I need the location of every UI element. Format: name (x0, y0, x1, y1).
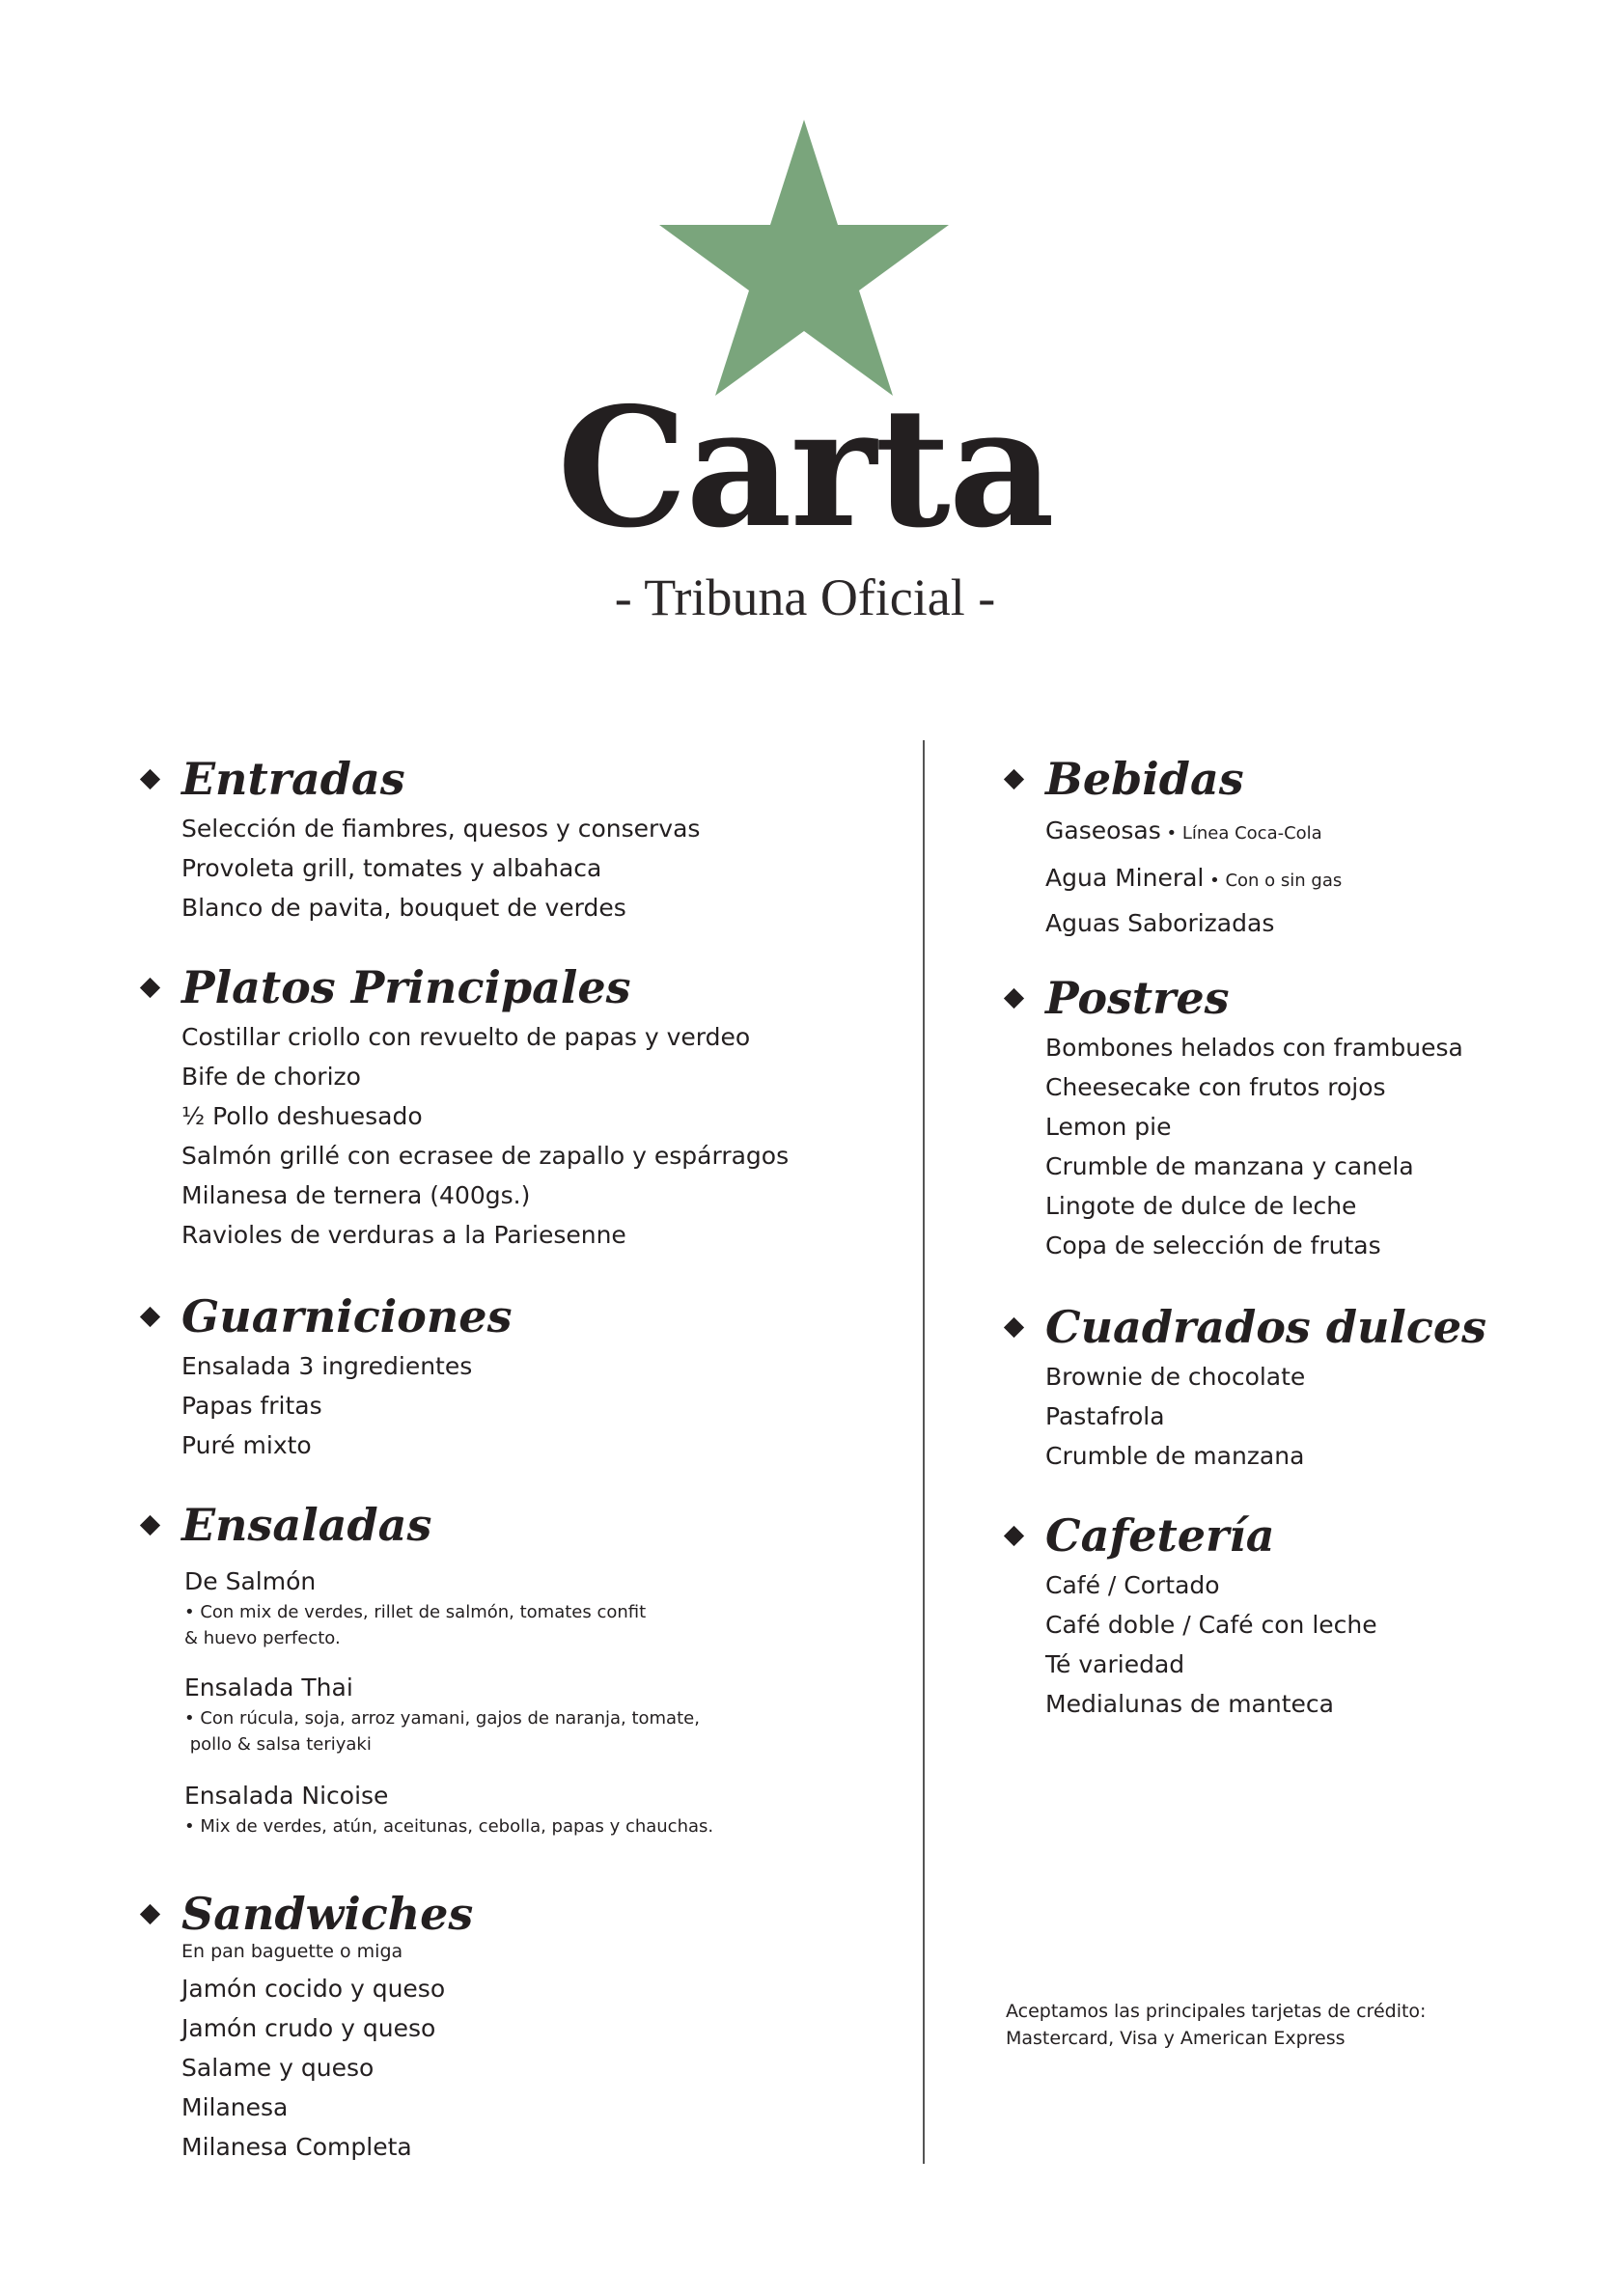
section-note: En pan baguette o miga (181, 1941, 403, 1962)
section-postres (1007, 968, 1463, 1265)
separator: • (1160, 823, 1182, 844)
star-logo-icon (659, 120, 949, 396)
menu-item: Brownie de chocolate (1045, 1363, 1306, 1391)
section-title-sandwiches: Sandwiches (181, 1888, 474, 1940)
menu-item (1045, 809, 1342, 856)
section-cafeteria (1007, 1506, 1377, 1724)
drink-name: Agua Mineral (1045, 864, 1205, 892)
menu-item: Milanesa (181, 2093, 289, 2121)
salad-description: & huevo perfecto. (184, 1628, 341, 1648)
drink-name: Gaseosas (1045, 816, 1161, 844)
bullet-diamond-icon (140, 978, 160, 998)
menu-item: Cheesecake con frutos rojos (1045, 1073, 1386, 1101)
separator: • (1204, 871, 1226, 891)
menu-item: Café / Cortado (1045, 1571, 1220, 1599)
payment-note-line: Mastercard, Visa y American Express (1006, 2028, 1346, 2049)
bullet-diamond-icon (1004, 1526, 1024, 1546)
menu-item (1045, 856, 1342, 903)
menu-item: Lingote de dulce de leche (1045, 1192, 1357, 1220)
page-title: Carta (557, 372, 1053, 565)
section-title-cafeteria: Cafetería (1045, 1509, 1275, 1562)
section-platos-principales (143, 957, 789, 1255)
bullet-diamond-icon (1004, 1317, 1024, 1338)
drink-note: Con o sin gas (1225, 871, 1343, 891)
salad-name: Ensalada Thai (184, 1674, 353, 1701)
menu-item: Ensalada 3 ingredientes (181, 1352, 473, 1380)
section-guarniciones (143, 1286, 513, 1465)
menu-item: Medialunas de manteca (1045, 1690, 1334, 1718)
salad-description: • Con mix de verdes, rillet de salmón, tomates confit (184, 1602, 647, 1622)
payment-note (1006, 1998, 1426, 2052)
bullet-diamond-icon (140, 1904, 160, 1924)
menu-item: Bombones helados con frambuesa (1045, 1034, 1463, 1062)
section-cuadrados-dulces (1007, 1297, 1487, 1476)
menu-item: Crumble de manzana (1045, 1442, 1305, 1470)
section-title-platos-principales: Platos Principales (181, 961, 631, 1013)
salad-name: Ensalada Nicoise (184, 1782, 389, 1810)
salad-description: • Mix de verdes, atún, aceitunas, cebolla, papas y chauchas. (184, 1816, 714, 1837)
menu-item: Salmón grillé con ecrasee de zapallo y espárragos (181, 1142, 790, 1170)
menu-item: Bife de chorizo (181, 1063, 361, 1091)
salad-description: pollo & salsa teriyaki (184, 1734, 372, 1755)
menu-item: ½ Pollo deshuesado (181, 1102, 423, 1130)
salad-name: De Salmón (184, 1567, 317, 1595)
menu-item: Puré mixto (181, 1431, 312, 1459)
section-ensaladas (143, 1495, 713, 1840)
section-bebidas (1007, 749, 1342, 943)
menu-item: Ravioles de verduras a la Pariesenne (181, 1221, 626, 1249)
bullet-diamond-icon (140, 1515, 160, 1535)
bullet-diamond-icon (140, 1307, 160, 1327)
bullet-diamond-icon (140, 769, 160, 789)
section-title-cuadrados-dulces: Cuadrados dulces (1045, 1301, 1487, 1353)
menu-item: Milanesa Completa (181, 2133, 412, 2161)
menu-item: Copa de selección de frutas (1045, 1231, 1381, 1259)
payment-note-line: Aceptamos las principales tarjetas de crédito: (1006, 2001, 1427, 2022)
column-divider (923, 740, 925, 2164)
section-title-ensaladas: Ensaladas (181, 1499, 432, 1551)
section-title-guarniciones: Guarniciones (181, 1290, 513, 1342)
menu-item (1045, 903, 1342, 943)
menu-item: Lemon pie (1045, 1113, 1172, 1141)
bullet-diamond-icon (1004, 988, 1024, 1009)
menu-item: Café doble / Café con leche (1045, 1611, 1377, 1639)
salad-item (181, 1779, 713, 1840)
salad-item (181, 1564, 713, 1651)
menu-item: Salame y queso (181, 2054, 375, 2082)
salad-description: • Con rúcula, soja, arroz yamani, gajos de naranja, tomate, (184, 1708, 700, 1729)
menu-item: Selección de fiambres, quesos y conservas (181, 815, 701, 843)
bullet-diamond-icon (1004, 769, 1024, 789)
menu-item: Milanesa de ternera (400gs.) (181, 1181, 531, 1209)
menu-item: Crumble de manzana y canela (1045, 1152, 1414, 1180)
menu-item: Provoleta grill, tomates y albahaca (181, 854, 602, 882)
drink-note: Línea Coca-Cola (1181, 823, 1322, 844)
section-title-bebidas: Bebidas (1045, 753, 1244, 805)
salad-item (181, 1671, 713, 1757)
menu-item: Pastafrola (1045, 1402, 1165, 1430)
menu-item: Jamón crudo y queso (181, 2014, 436, 2042)
section-entradas (143, 749, 700, 927)
menu-item: Blanco de pavita, bouquet de verdes (181, 894, 626, 922)
section-sandwiches (143, 1884, 474, 2167)
menu-item: Costillar criollo con revuelto de papas y verdeo (181, 1023, 751, 1051)
menu-item: Papas fritas (181, 1392, 322, 1420)
section-title-entradas: Entradas (181, 753, 405, 805)
menu-item: Té variedad (1045, 1650, 1185, 1678)
section-title-postres: Postres (1045, 972, 1230, 1024)
page-subtitle: - Tribuna Oficial - (614, 568, 996, 626)
drink-name: Aguas Saborizadas (1045, 909, 1275, 937)
menu-item: Jamón cocido y queso (181, 1975, 446, 2003)
